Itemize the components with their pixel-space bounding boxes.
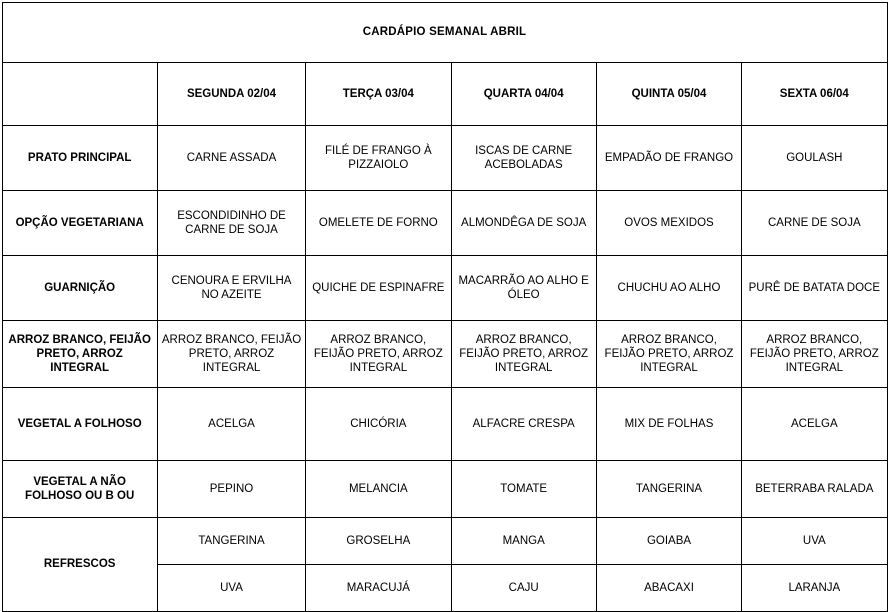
cell-arroz-quinta: ARROZ BRANCO, FEIJÃO PRETO, ARROZ INTEGRAL — [596, 321, 741, 388]
cell-refresco1-sexta: UVA — [742, 518, 887, 565]
cell-nao-folhoso-sexta: BETERRABA RALADA — [742, 461, 887, 518]
day-header-segunda: SEGUNDA 02/04 — [157, 63, 305, 126]
cell-vegetariana-terca: OMELETE DE FORNO — [306, 191, 451, 256]
cell-nao-folhoso-quinta: TANGERINA — [596, 461, 741, 518]
cell-folhoso-quinta: MIX DE FOLHAS — [596, 388, 741, 461]
cell-guarnicao-quarta: MACARRÃO AO ALHO E ÓLEO — [451, 256, 596, 321]
row-label-vegetal-folhoso: VEGETAL A FOLHOSO — [2, 388, 157, 461]
weekly-menu-table — [2, 2, 888, 612]
cell-refresco1-terca: GROSELHA — [306, 518, 451, 565]
day-header-sexta: SEXTA 06/04 — [742, 63, 887, 126]
cell-vegetariana-quarta: ALMONDÊGA DE SOJA — [451, 191, 596, 256]
cell-vegetariana-sexta: CARNE DE SOJA — [742, 191, 887, 256]
row-label-arroz-feijao: ARROZ BRANCO, FEIJÃO PRETO, ARROZ INTEGRAL — [2, 321, 157, 388]
cell-prato-principal-terca: FILÉ DE FRANGO À PIZZAIOLO — [306, 126, 451, 191]
table-corner-cell — [2, 63, 157, 126]
header-row — [2, 63, 887, 126]
day-header-quarta: QUARTA 04/04 — [451, 63, 596, 126]
cell-refresco1-segunda: TANGERINA — [157, 518, 305, 565]
day-header-terca: TERÇA 03/04 — [306, 63, 451, 126]
cell-refresco2-segunda: UVA — [157, 565, 305, 612]
cell-arroz-terca: ARROZ BRANCO, FEIJÃO PRETO, ARROZ INTEGRAL — [306, 321, 451, 388]
cell-nao-folhoso-segunda: PEPINO — [157, 461, 305, 518]
cell-folhoso-terca: CHICÓRIA — [306, 388, 451, 461]
cell-refresco2-terca: MARACUJÁ — [306, 565, 451, 612]
table-row — [2, 321, 887, 388]
cell-guarnicao-quinta: CHUCHU AO ALHO — [596, 256, 741, 321]
day-header-quinta: QUINTA 05/04 — [596, 63, 741, 126]
cell-arroz-quarta: ARROZ BRANCO, FEIJÃO PRETO, ARROZ INTEGRAL — [451, 321, 596, 388]
cell-guarnicao-terca: QUICHE DE ESPINAFRE — [306, 256, 451, 321]
cell-vegetariana-quinta: OVOS MEXIDOS — [596, 191, 741, 256]
table-row — [2, 126, 887, 191]
cell-prato-principal-quinta: EMPADÃO DE FRANGO — [596, 126, 741, 191]
cell-refresco1-quarta: MANGA — [451, 518, 596, 565]
table-row — [2, 461, 887, 518]
row-label-opcao-vegetariana: OPÇÃO VEGETARIANA — [2, 191, 157, 256]
cell-folhoso-segunda: ACELGA — [157, 388, 305, 461]
document-title: CARDÁPIO SEMANAL ABRIL — [2, 3, 887, 63]
cell-vegetariana-segunda: ESCONDIDINHO DE CARNE DE SOJA — [157, 191, 305, 256]
cell-refresco2-sexta: LARANJA — [742, 565, 887, 612]
cell-arroz-segunda: ARROZ BRANCO, FEIJÃO PRETO, ARROZ INTEGRAL — [157, 321, 305, 388]
row-label-guarnicao: GUARNIÇÃO — [2, 256, 157, 321]
cell-guarnicao-segunda: CENOURA E ERVILHA NO AZEITE — [157, 256, 305, 321]
cell-refresco1-quinta: GOIABA — [596, 518, 741, 565]
row-label-prato-principal: PRATO PRINCIPAL — [2, 126, 157, 191]
table-row — [2, 256, 887, 321]
title-row — [2, 3, 887, 63]
row-label-refrescos: REFRESCOS — [2, 518, 157, 612]
cell-prato-principal-sexta: GOULASH — [742, 126, 887, 191]
row-label-vegetal-nao-folhoso: VEGETAL A NÃO FOLHOSO OU B OU — [2, 461, 157, 518]
cell-refresco2-quarta: CAJU — [451, 565, 596, 612]
table-row — [2, 388, 887, 461]
table-row — [2, 191, 887, 256]
cell-prato-principal-segunda: CARNE ASSADA — [157, 126, 305, 191]
table-row — [2, 518, 887, 565]
cell-arroz-sexta: ARROZ BRANCO, FEIJÃO PRETO, ARROZ INTEGRAL — [742, 321, 887, 388]
cell-guarnicao-sexta: PURÊ DE BATATA DOCE — [742, 256, 887, 321]
cell-prato-principal-quarta: ISCAS DE CARNE ACEBOLADAS — [451, 126, 596, 191]
cell-folhoso-quarta: ALFACRE CRESPA — [451, 388, 596, 461]
cell-nao-folhoso-terca: MELANCIA — [306, 461, 451, 518]
cell-refresco2-quinta: ABACAXI — [596, 565, 741, 612]
cell-nao-folhoso-quarta: TOMATE — [451, 461, 596, 518]
cell-folhoso-sexta: ACELGA — [742, 388, 887, 461]
